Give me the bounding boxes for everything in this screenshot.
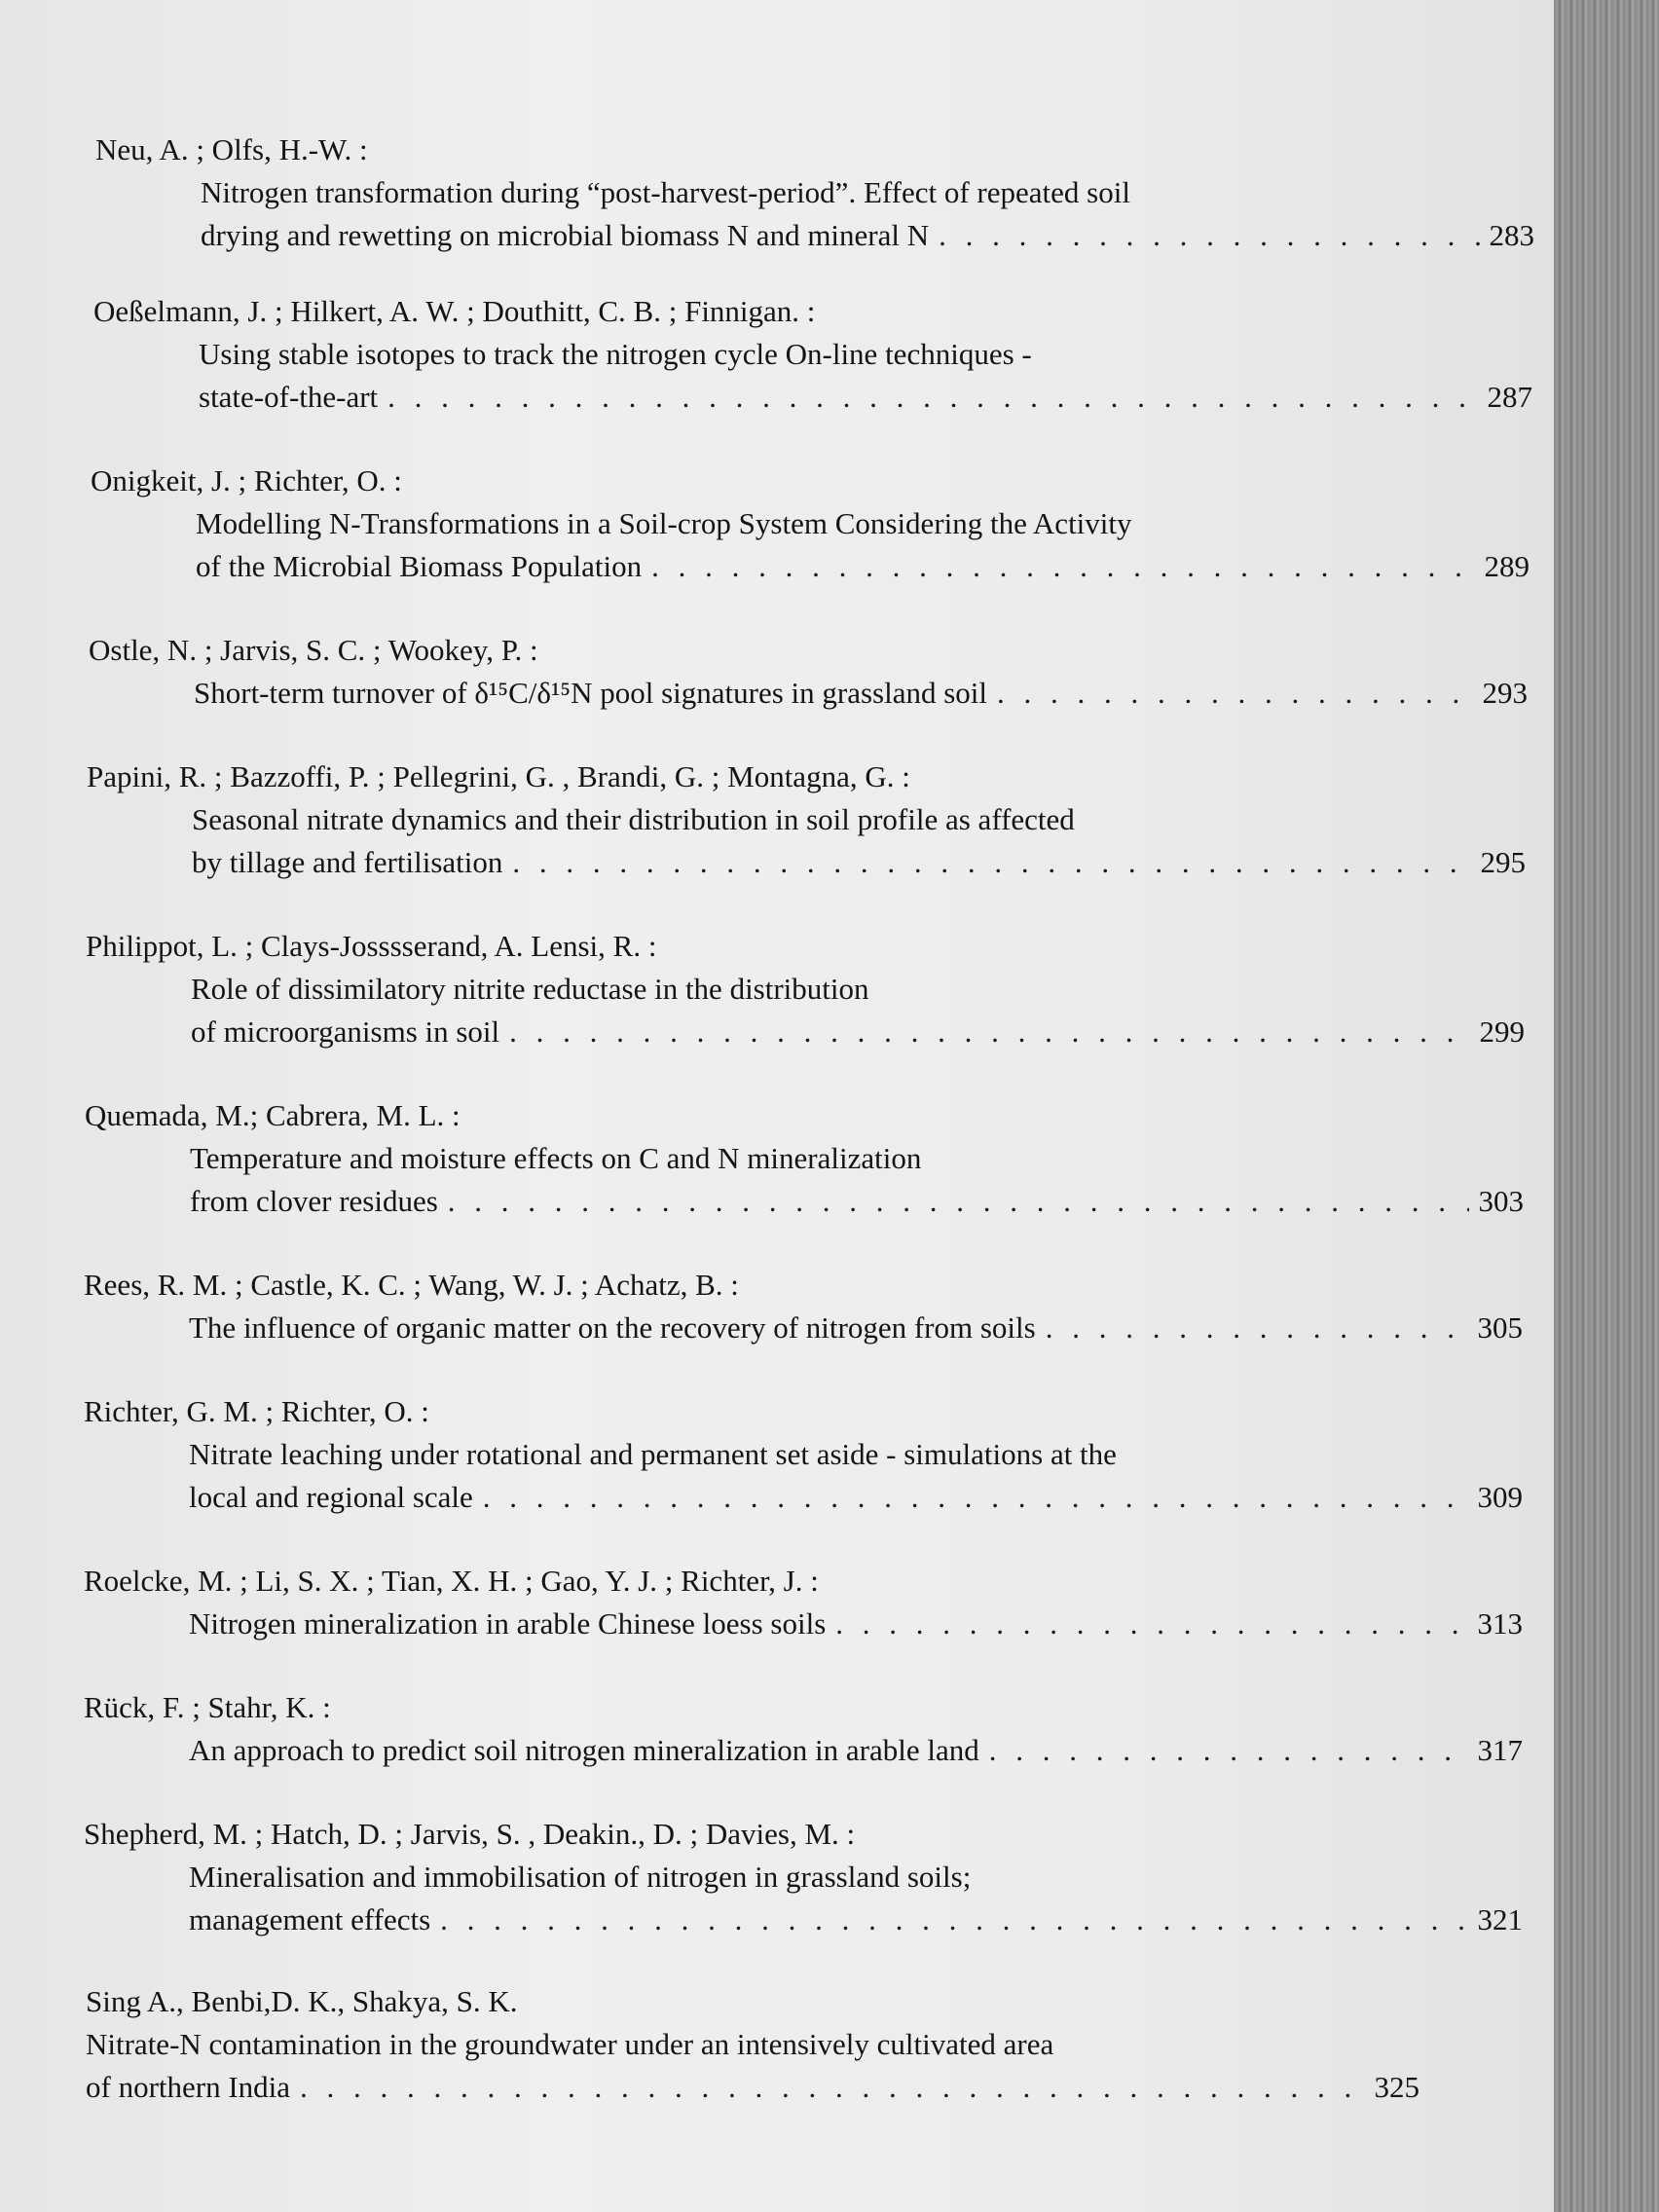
entry-title-last-line: of microorganisms in soil [191,1014,500,1049]
leader-dots [300,2066,1364,2109]
toc-entry-9 [84,1560,1523,1645]
entry-authors: Neu, A. ; Olfs, H.-W. : [95,132,368,166]
entry-authors: Rees, R. M. ; Castle, K. C. ; Wang, W. J. ; Achatz, B. : [84,1268,739,1302]
page-edge [1554,0,1659,2212]
entry-page-number: 325 [1374,2070,1419,2104]
leader-dots [387,376,1477,419]
toc-entry-1 [93,290,1532,419]
entry-authors: Philippot, L. ; Clays-Josssserand, A. Lensi, R. : [86,929,657,963]
leader-dots [448,1180,1469,1223]
leader-dots [939,214,1479,257]
entry-title-line: Role of dissimilatory nitrite reductase in the distribution [191,972,869,1006]
entry-page-number: 283 [1489,218,1534,252]
entry-title-last-line: local and regional scale [189,1480,473,1514]
entry-title-line: Nitrate leaching under rotational and permanent set aside - simulations at the [189,1437,1117,1471]
entry-title-line: Mineralisation and immobilisation of nitrogen in grassland soils; [189,1860,972,1894]
leader-dots [509,1011,1469,1053]
entry-title-line: Modelling N-Transformations in a Soil-crop System Considering the Activity [196,506,1132,540]
entry-page-number: 303 [1478,1184,1524,1218]
entry-title-last-line: Nitrogen mineralization in arable Chinese loess soils [189,1606,827,1641]
entry-authors: Papini, R. ; Bazzoffi, P. ; Pellegrini, G. , Brandi, G. ; Montagna, G. : [87,759,910,793]
leader-dots [1046,1307,1468,1349]
entry-page-number: 299 [1479,1014,1525,1049]
entry-authors: Ostle, N. ; Jarvis, S. C. ; Wookey, P. : [89,633,538,667]
toc-entry-0 [95,129,1534,257]
entry-title-line: Temperature and moisture effects on C and N mineralization [190,1141,922,1175]
entry-title-line: Seasonal nitrate dynamics and their distribution in soil profile as affected [192,802,1075,836]
leader-dots [989,1729,1468,1772]
entry-authors: Richter, G. M. ; Richter, O. : [84,1394,429,1428]
entry-page-number: 293 [1482,676,1528,710]
toc-entry-8 [84,1390,1523,1519]
entry-authors: Onigkeit, J. ; Richter, O. : [91,463,402,498]
toc-entry-12 [86,1980,1468,2109]
entry-title-last-line: of northern India [86,2070,291,2104]
toc-entry-10 [84,1686,1523,1772]
entry-page-number: 305 [1477,1310,1523,1345]
entry-page-number: 287 [1487,380,1532,414]
toc-entry-2 [91,460,1530,588]
entry-title-last-line: drying and rewetting on microbial biomass N and mineral N [201,218,930,252]
entry-authors: Rück, F. ; Stahr, K. : [84,1690,331,1724]
entry-title-last-line: of the Microbial Biomass Population [196,549,643,583]
entry-title-last-line: by tillage and fertilisation [192,845,503,879]
toc-entry-11 [84,1813,1523,1941]
entry-authors: Shepherd, M. ; Hatch, D. ; Jarvis, S. , Deakin., D. ; Davies, M. : [84,1817,856,1851]
entry-title-last-line: management effects [189,1902,431,1936]
entry-authors: Roelcke, M. ; Li, S. X. ; Tian, X. H. ; Gao, Y. J. ; Richter, J. : [84,1564,819,1598]
entry-authors: Oeßelmann, J. ; Hilkert, A. W. ; Douthitt, C. B. ; Finnigan. : [93,294,816,328]
toc-entry-3 [89,629,1528,715]
leader-dots [440,1899,1467,1941]
entry-authors: Sing A., Benbi,D. K., Shakya, S. K. [86,1984,518,2018]
toc-entry-5 [86,925,1525,1053]
leader-dots [997,672,1472,715]
entry-title-last-line: An approach to predict soil nitrogen mineralization in arable land [189,1733,979,1767]
entry-page-number: 295 [1480,845,1526,879]
entry-title-line: Nitrate-N contamination in the groundwater under an intensively cultivated area [86,2027,1054,2061]
entry-page-number: 321 [1477,1902,1523,1936]
toc-entry-6 [85,1094,1524,1223]
entry-authors: Quemada, M.; Cabrera, M. L. : [85,1098,461,1132]
entry-title-last-line: Short-term turnover of δ¹⁵C/δ¹⁵N pool signatures in grassland soil [194,676,988,710]
entry-page-number: 313 [1477,1606,1523,1641]
entry-title-last-line: from clover residues [190,1184,438,1218]
entry-page-number: 289 [1484,549,1530,583]
leader-dots [483,1476,1468,1519]
entry-page-number: 309 [1477,1480,1523,1514]
leader-dots [651,545,1474,588]
toc-entry-7 [84,1264,1523,1349]
entry-page-number: 317 [1477,1733,1523,1767]
entry-title-line: Using stable isotopes to track the nitrogen cycle On-line techniques - [199,337,1032,371]
entry-title-last-line: state-of-the-art [199,380,379,414]
entry-title-line: Nitrogen transformation during “post-harvest-period”. Effect of repeated soil [201,175,1130,209]
leader-dots [835,1603,1467,1645]
entry-title-last-line: The influence of organic matter on the recovery of nitrogen from soils [189,1310,1036,1345]
leader-dots [512,841,1470,884]
toc-entry-4 [87,756,1526,884]
